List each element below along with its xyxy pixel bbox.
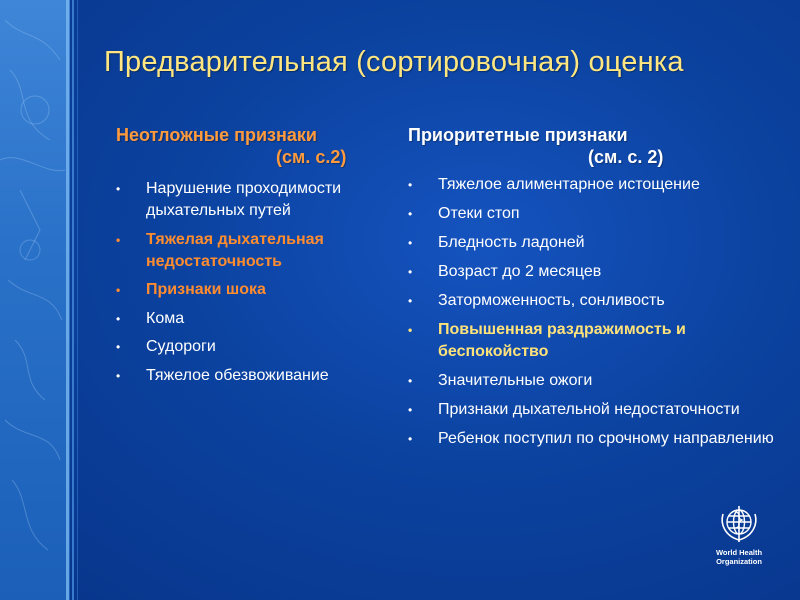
slide-title: Предварительная (сортировочная) оценка — [104, 46, 684, 78]
priority-page-ref: (см. с. 2) — [588, 147, 664, 167]
sign-text: Бледность ладоней — [438, 234, 585, 251]
sign-text: Кома — [146, 309, 185, 327]
decorative-stripe — [72, 0, 74, 600]
priority-sign-item — [408, 174, 788, 196]
priority-sign-item — [408, 290, 788, 312]
bullet-icon: • — [116, 368, 121, 383]
emergency-signs-list — [116, 178, 396, 387]
priority-heading-text: Приоритетные признаки — [408, 125, 628, 145]
priority-sign-item — [408, 261, 788, 283]
sign-text: Признаки шока — [146, 281, 266, 298]
bullet-icon: • — [116, 283, 121, 297]
emergency-sign-item — [116, 365, 396, 387]
emergency-signs-column — [116, 124, 396, 393]
sign-text: Заторможенность, сонливость — [438, 292, 665, 309]
sign-text: Тяжелое алиментарное истощение — [438, 176, 700, 193]
decorative-side-band — [0, 0, 70, 600]
bullet-icon: • — [116, 340, 121, 354]
who-logo-line1: World Health — [715, 548, 763, 557]
bullet-icon: • — [116, 182, 121, 196]
bullet-icon: • — [408, 374, 413, 388]
priority-signs-heading — [408, 124, 788, 168]
priority-sign-item — [408, 428, 788, 450]
bullet-icon: • — [408, 323, 413, 337]
bullet-icon: • — [408, 236, 413, 250]
sign-text: Повышенная раздражимость и беспокойство — [438, 321, 686, 360]
emergency-sign-item — [116, 308, 396, 330]
priority-sign-item — [408, 203, 788, 225]
emergency-sign-item — [116, 279, 396, 301]
who-emblem-icon — [717, 502, 761, 546]
emergency-sign-item — [116, 336, 396, 358]
sign-text: Судороги — [146, 338, 216, 355]
sign-text: Возраст до 2 месяцев — [438, 263, 602, 280]
who-logo — [708, 502, 770, 572]
bullet-icon: • — [408, 265, 413, 279]
priority-sign-item — [408, 399, 788, 421]
decorative-stripe — [77, 0, 78, 600]
decorative-sketch-icon — [0, 0, 70, 600]
bullet-icon: • — [408, 432, 413, 446]
sign-text: Отеки стоп — [438, 205, 520, 222]
priority-signs-column — [408, 124, 788, 457]
bullet-icon: • — [116, 311, 121, 326]
priority-signs-list — [408, 174, 788, 450]
emergency-page-ref: (см. с.2) — [276, 147, 347, 167]
decorative-stripe — [66, 0, 69, 600]
sign-text: Значительные ожоги — [438, 372, 593, 389]
who-logo-text — [708, 548, 770, 566]
who-logo-line2: Organization — [716, 557, 762, 566]
emergency-signs-heading — [116, 124, 396, 168]
sign-text: Нарушение проходимости дыхательных путей — [146, 180, 342, 219]
emergency-sign-item — [116, 178, 396, 222]
bullet-icon: • — [408, 207, 413, 221]
sign-text: Тяжелая дыхательная недостаточность — [146, 230, 324, 270]
bullet-icon: • — [408, 403, 413, 417]
sign-text: Признаки дыхательной недостаточности — [438, 401, 740, 418]
priority-sign-item — [408, 370, 788, 392]
priority-sign-item — [408, 232, 788, 254]
sign-text: Тяжелое обезвоживание — [146, 366, 329, 384]
bullet-icon: • — [408, 178, 413, 192]
emergency-sign-item — [116, 229, 396, 273]
sign-text: Ребенок поступил по срочному направлению — [438, 430, 774, 447]
emergency-heading-text: Неотложные признаки — [116, 125, 317, 145]
bullet-icon: • — [116, 232, 121, 247]
priority-sign-item — [408, 319, 788, 363]
bullet-icon: • — [408, 294, 413, 308]
